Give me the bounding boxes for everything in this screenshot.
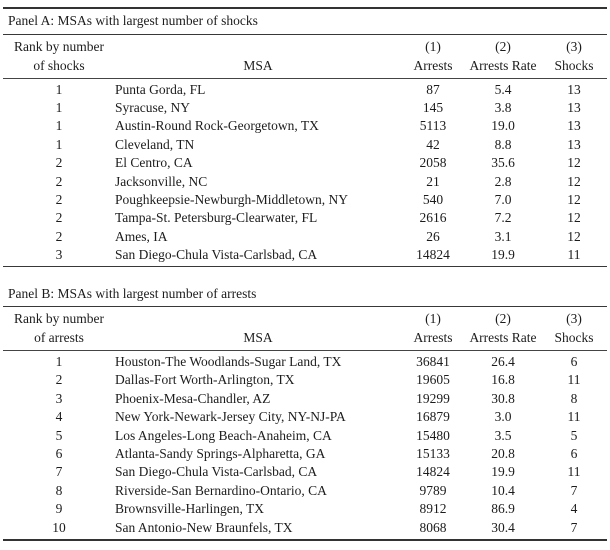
header-col3-number: (3)	[566, 39, 582, 54]
shocks-cell: 12	[567, 173, 581, 189]
header-shocks: Shocks	[541, 327, 607, 350]
msa-cell: New York-Newark-Jersey City, NY-NJ-PA	[115, 409, 346, 425]
arrests-rate-cell: 19.0	[491, 118, 515, 134]
rank-cell: 2	[55, 155, 63, 171]
arrests-cell: 42	[426, 136, 440, 152]
msa-cell: El Centro, CA	[115, 155, 193, 171]
shocks-cell: 6	[570, 446, 578, 462]
rank-cell: 6	[55, 446, 63, 462]
arrests-cell: 540	[422, 192, 444, 208]
arrests-rate-cell: 30.4	[465, 518, 541, 539]
msa-cell: Poughkeepsie-Newburgh-Middletown, NY	[115, 192, 348, 208]
shocks-cell: 11	[541, 246, 607, 267]
shocks-cell: 12	[567, 210, 581, 226]
shocks-cell: 13	[567, 118, 581, 134]
arrests-rate-cell: 20.8	[491, 446, 515, 462]
panel-b-title: Panel B: MSAs with largest number of arrests	[3, 281, 607, 306]
msa-cell: San Antonio-New Braunfels, TX	[115, 518, 401, 539]
header-col1-number: (1)	[425, 311, 441, 327]
rank-cell: 9	[55, 501, 63, 517]
arrests-cell: 9789	[419, 482, 447, 498]
arrests-rate-cell: 26.4	[491, 354, 515, 370]
arrests-cell: 8068	[401, 518, 465, 539]
msa-cell: Atlanta-Sandy Springs-Alpharetta, GA	[115, 446, 326, 462]
table-row	[3, 154, 607, 172]
table-row	[3, 99, 607, 117]
panel-b-table	[3, 281, 607, 540]
shocks-cell: 13	[567, 100, 581, 116]
arrests-cell: 145	[422, 100, 444, 116]
arrests-cell: 19299	[416, 390, 450, 406]
msa-cell: Punta Gorda, FL	[115, 81, 206, 97]
arrests-rate-cell: 2.8	[494, 173, 512, 189]
arrests-cell: 16879	[416, 409, 450, 425]
header-msa: MSA	[115, 327, 401, 350]
arrests-cell: 2058	[419, 155, 447, 171]
shocks-cell: 11	[567, 464, 581, 480]
header-arrests-rate: Arrests Rate	[465, 55, 541, 78]
table-row	[3, 350, 607, 371]
msa-cell: Brownsville-Harlingen, TX	[115, 501, 264, 517]
arrests-cell: 14824	[401, 246, 465, 267]
arrests-rate-cell: 35.6	[491, 155, 515, 171]
header-col2-number: (2)	[495, 311, 511, 327]
rank-cell: 1	[55, 81, 63, 97]
msa-cell: San Diego-Chula Vista-Carlsbad, CA	[115, 246, 401, 267]
arrests-rate-cell: 7.2	[494, 210, 512, 226]
arrests-rate-cell: 7.0	[494, 192, 512, 208]
table-row	[3, 463, 607, 481]
shocks-cell: 12	[567, 155, 581, 171]
msa-cell: Riverside-San Bernardino-Ontario, CA	[115, 482, 327, 498]
table-row	[3, 482, 607, 500]
shocks-cell: 7	[541, 518, 607, 539]
shocks-cell: 12	[567, 192, 581, 208]
arrests-rate-cell: 3.1	[494, 228, 512, 244]
shocks-cell: 4	[570, 501, 578, 517]
rank-cell: 3	[3, 246, 115, 267]
table-row	[3, 246, 607, 267]
rank-cell: 1	[55, 354, 63, 370]
arrests-cell: 87	[426, 81, 440, 97]
arrests-rate-cell: 3.8	[494, 100, 512, 116]
rank-cell: 7	[55, 464, 63, 480]
header-arrests: Arrests	[401, 55, 465, 78]
table-row	[3, 518, 607, 539]
table-row	[3, 117, 607, 135]
shocks-cell: 6	[570, 354, 578, 370]
rank-cell: 5	[55, 427, 63, 443]
msa-cell: Syracuse, NY	[115, 100, 190, 116]
msa-cell: Los Angeles-Long Beach-Anaheim, CA	[115, 427, 332, 443]
arrests-cell: 14824	[416, 464, 450, 480]
msa-cell: Austin-Round Rock-Georgetown, TX	[115, 118, 319, 134]
header-rank-line2: of shocks	[3, 55, 115, 78]
shocks-cell: 13	[567, 81, 581, 97]
table-row	[3, 371, 607, 389]
arrests-rate-cell: 3.0	[494, 409, 512, 425]
table-row	[3, 390, 607, 408]
header-msa: MSA	[115, 55, 401, 78]
arrests-rate-cell: 5.4	[494, 81, 512, 97]
arrests-cell: 5113	[419, 118, 447, 134]
header-msa-spacer	[115, 306, 401, 327]
msa-cell: Cleveland, TN	[115, 136, 195, 152]
paper-table	[3, 7, 607, 541]
arrests-cell: 2616	[419, 210, 447, 226]
table-row	[3, 445, 607, 463]
arrests-cell: 21	[426, 173, 440, 189]
arrests-cell: 26	[426, 228, 440, 244]
arrests-rate-cell: 3.5	[494, 427, 512, 443]
panel-a-body	[3, 78, 607, 267]
rank-cell: 2	[55, 228, 63, 244]
header-col1-number: (1)	[425, 39, 441, 54]
rank-cell: 3	[55, 390, 63, 406]
rank-cell: 8	[55, 482, 63, 498]
header-rank-line2: of arrests	[3, 327, 115, 350]
shocks-cell: 13	[567, 136, 581, 152]
table-row	[3, 228, 607, 246]
shocks-cell: 11	[567, 372, 581, 388]
rank-cell: 1	[55, 136, 63, 152]
arrests-cell: 8912	[419, 501, 447, 517]
arrests-cell: 15133	[416, 446, 450, 462]
table-row	[3, 191, 607, 209]
table-row	[3, 500, 607, 518]
msa-cell: Houston-The Woodlands-Sugar Land, TX	[115, 354, 342, 370]
rank-cell: 2	[55, 173, 63, 189]
arrests-rate-cell: 16.8	[491, 372, 515, 388]
arrests-rate-cell: 19.9	[491, 464, 515, 480]
table-row	[3, 78, 607, 99]
arrests-rate-cell: 19.9	[465, 246, 541, 267]
panel-b-body	[3, 350, 607, 539]
arrests-cell: 15480	[416, 427, 450, 443]
arrests-rate-cell: 86.9	[491, 501, 515, 517]
arrests-rate-cell: 8.8	[494, 136, 512, 152]
arrests-cell: 19605	[416, 372, 450, 388]
table-row	[3, 209, 607, 227]
rank-cell: 4	[55, 409, 63, 425]
header-arrests: Arrests	[401, 327, 465, 350]
rank-cell: 10	[3, 518, 115, 539]
arrests-cell: 36841	[416, 354, 450, 370]
panel-a-title: Panel A: MSAs with largest number of shocks	[3, 8, 607, 34]
header-shocks: Shocks	[541, 55, 607, 78]
shocks-cell: 12	[567, 228, 581, 244]
table-row	[3, 426, 607, 444]
rank-cell: 2	[55, 192, 63, 208]
msa-cell: Tampa-St. Petersburg-Clearwater, FL	[115, 210, 318, 226]
arrests-rate-cell: 10.4	[491, 482, 515, 498]
header-col3-number: (3)	[566, 311, 582, 327]
table-row	[3, 172, 607, 190]
msa-cell: Jacksonville, NC	[115, 173, 208, 189]
rank-cell: 1	[55, 118, 63, 134]
header-rank-line1: Rank by number	[14, 39, 104, 54]
rank-cell: 1	[55, 100, 63, 116]
panel-a-table	[3, 7, 607, 267]
msa-cell: Ames, IA	[115, 228, 168, 244]
msa-cell: Phoenix-Mesa-Chandler, AZ	[115, 390, 271, 406]
shocks-cell: 11	[567, 409, 581, 425]
header-col2-number: (2)	[495, 39, 511, 54]
shocks-cell: 7	[570, 482, 578, 498]
header-rank-line1: Rank by number	[14, 311, 104, 327]
msa-cell: San Diego-Chula Vista-Carlsbad, CA	[115, 464, 318, 480]
rank-cell: 2	[55, 210, 63, 226]
table-row	[3, 136, 607, 154]
header-msa-spacer	[115, 34, 401, 55]
header-arrests-rate: Arrests Rate	[465, 327, 541, 350]
arrests-rate-cell: 30.8	[491, 390, 515, 406]
rank-cell: 2	[55, 372, 63, 388]
shocks-cell: 5	[570, 427, 578, 443]
msa-cell: Dallas-Fort Worth-Arlington, TX	[115, 372, 295, 388]
table-row	[3, 408, 607, 426]
shocks-cell: 8	[570, 390, 578, 406]
